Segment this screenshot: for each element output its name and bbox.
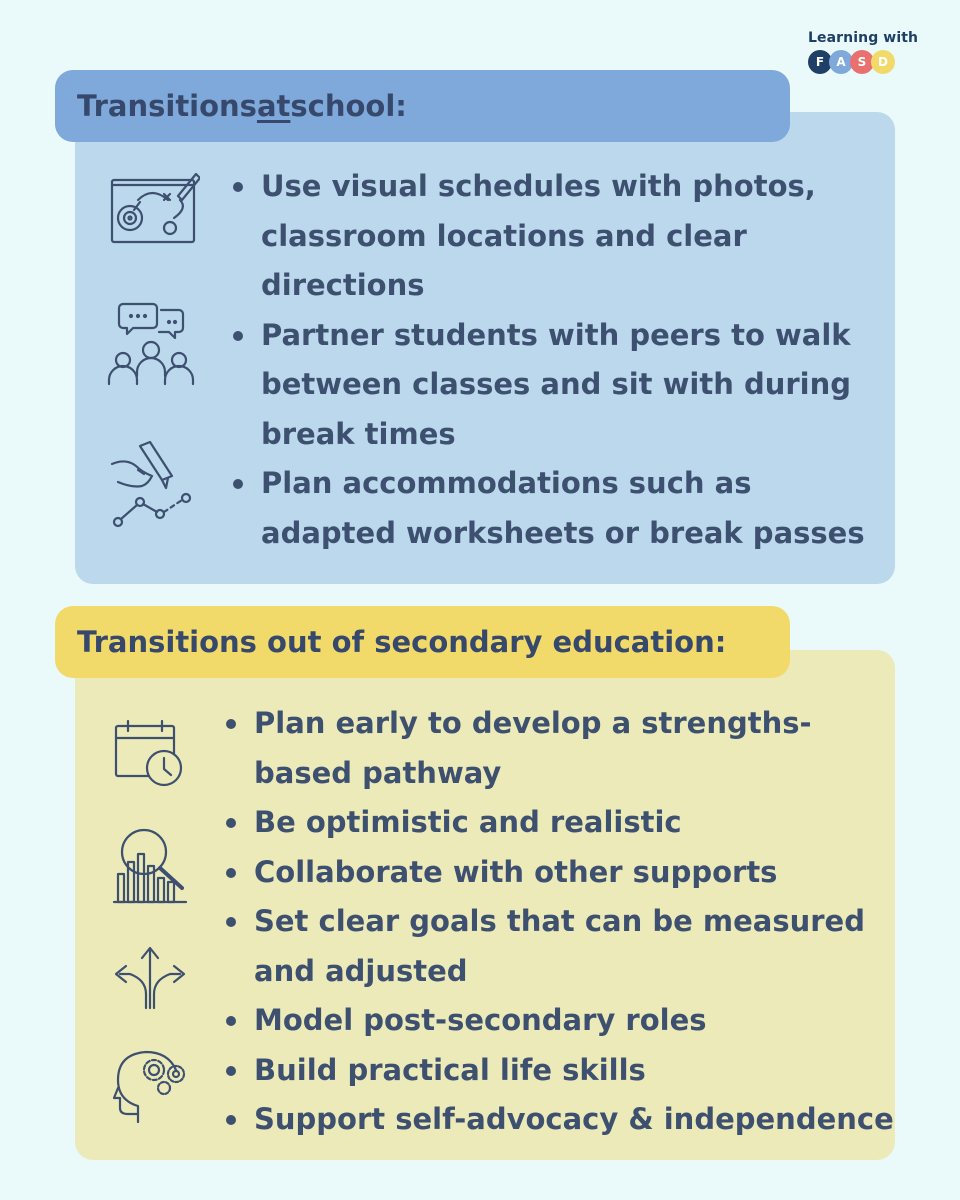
logo-letter-f: F	[808, 50, 832, 74]
list-item	[233, 162, 865, 311]
bullet-line: Set clear goals that can be measured	[254, 904, 865, 938]
bullet-line: break times	[261, 416, 456, 451]
bullet-line: Use visual schedules with photos,	[261, 169, 816, 203]
bar-chart-magnifier-icon	[110, 826, 190, 906]
logo-text: Learning with	[808, 30, 919, 46]
strategy-board-icon	[108, 170, 200, 250]
bullet-line: Plan accommodations such as	[261, 466, 752, 500]
calendar-clock-icon	[112, 718, 188, 788]
school-heading-underlined: at	[256, 89, 291, 123]
list-item	[226, 798, 894, 848]
secondary-heading: Transitions out of secondary education:	[55, 606, 790, 678]
list-item	[226, 996, 894, 1046]
bullet-line: Plan early to develop a strengths-	[254, 706, 812, 740]
bullet-line: Partner students with peers to walk	[261, 317, 851, 352]
logo-letter-a: A	[829, 50, 853, 74]
bullet-line: Be optimistic and realistic	[254, 805, 682, 839]
bullet-line: based pathway	[254, 755, 502, 790]
list-item	[226, 848, 894, 898]
bullet-line: Support self-advocacy & independence	[254, 1102, 894, 1136]
bullet-line: and adjusted	[254, 953, 468, 988]
bullet-line: Build practical life skills	[254, 1052, 646, 1087]
learning-with-fasd-logo	[808, 30, 928, 74]
list-item	[226, 699, 894, 798]
hand-drawing-graph-icon	[108, 440, 200, 532]
bullet-line: between classes and sit with during	[261, 367, 852, 401]
bullet-line: Model post-secondary roles	[254, 1003, 707, 1037]
group-discussion-icon	[105, 300, 197, 390]
logo-letter-d: D	[871, 50, 895, 74]
logo-letters	[808, 50, 928, 74]
head-gears-icon	[110, 1048, 192, 1126]
bullet-line: Collaborate with other supports	[254, 854, 778, 889]
bullet-line: adapted worksheets or break passes	[261, 515, 865, 550]
list-item	[226, 1095, 894, 1145]
school-heading-post: school:	[290, 89, 407, 123]
list-item	[226, 897, 894, 996]
list-item	[226, 1046, 894, 1096]
list-item	[233, 459, 865, 558]
school-bullet-list	[233, 162, 865, 558]
logo-letter-s: S	[850, 50, 874, 74]
secondary-bullet-list	[226, 699, 894, 1145]
list-item	[233, 311, 865, 460]
bullet-line: classroom locations and clear	[261, 218, 747, 253]
school-heading-pre: Transitions	[77, 89, 257, 123]
school-heading	[55, 70, 790, 142]
split-arrows-icon	[110, 942, 190, 1012]
bullet-line: directions	[261, 268, 425, 302]
